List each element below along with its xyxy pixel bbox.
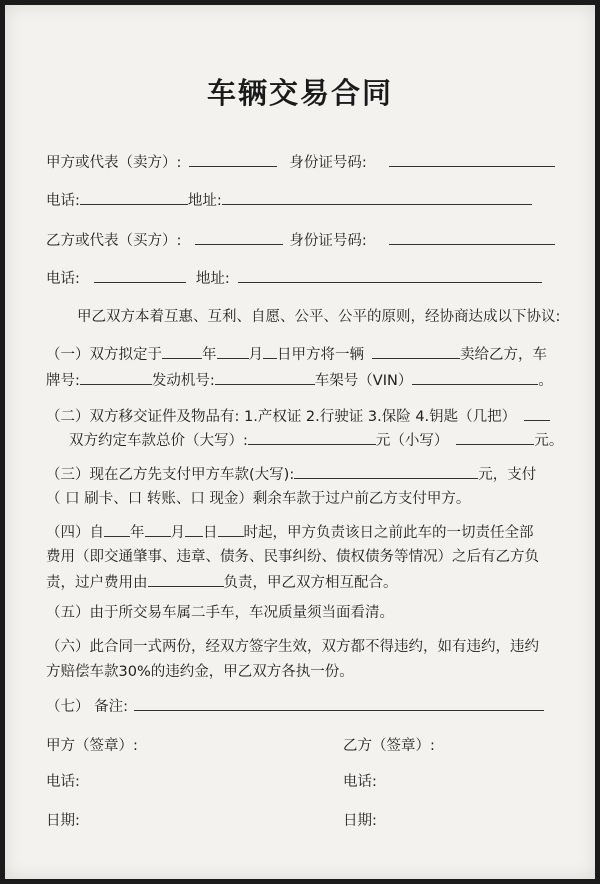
party-b-phone-label: 电话:	[46, 271, 80, 287]
clause-1-month-blank	[217, 343, 249, 359]
party-a-phone-sign-label: 电话:	[46, 774, 80, 790]
party-b-address-blank	[238, 267, 542, 283]
clause-2-line-1	[46, 405, 555, 427]
engine-label: 发动机号:	[151, 373, 215, 389]
party-b-id-label: 身份证号码:	[289, 233, 367, 249]
transfer-fee-blank	[148, 571, 224, 587]
clause-4-year-blank	[104, 521, 130, 537]
party-b-address-label: 地址:	[195, 271, 230, 287]
party-a-address-label: 地址:	[187, 193, 222, 209]
total-yuan-label: 元。	[534, 433, 564, 449]
clause-4-day-blank	[185, 521, 203, 537]
clause-7-row	[46, 695, 555, 717]
page-title: 车辆交易合同	[206, 76, 393, 110]
plate-label: 牌号:	[46, 373, 80, 389]
clause-1-end: 。	[538, 373, 553, 389]
party-b-phone-blank	[94, 267, 186, 283]
clause-1-year-label: 年	[202, 347, 217, 363]
clause-6-line-2: 方赔偿车款30%的违约金，甲乙双方各执一份。	[46, 664, 354, 680]
clause-4-month-label: 月	[170, 525, 185, 541]
engine-blank	[215, 369, 315, 385]
clause-4-line-2: 费用（即交通肇事、违章、债务、民事纠纷、债权债务等情况）之后有乙方负	[46, 549, 539, 565]
vin-blank	[412, 369, 538, 385]
plate-blank	[80, 369, 152, 385]
party-a-date-label: 日期:	[46, 813, 80, 829]
clause-2-line-2	[69, 429, 564, 451]
clause-1-month-label: 月	[248, 347, 263, 363]
clause-1-line-2	[46, 369, 555, 391]
party-b-date-label: 日期:	[343, 813, 377, 829]
party-a-name-blank	[189, 151, 277, 167]
party-a-contact-row	[46, 189, 555, 211]
total-upper-blank	[248, 429, 376, 445]
clause-4-responsibility: 时起，甲方负责该日之前此车的一切责任全部	[243, 525, 534, 541]
clause-4-line-3	[46, 571, 555, 593]
clause-4-day-label: 日	[203, 525, 218, 541]
party-b-signature-label: 乙方（签章）:	[343, 738, 435, 754]
clause-2-text: （二）双方移交证件及物品有: 1.产权证 2.行驶证 3.保险 4.钥匙（几把）	[46, 409, 517, 425]
clause-4-text: （四）自	[46, 525, 104, 541]
clause-3-text: （三）现在乙方先支付甲方车款(大写):	[46, 467, 295, 483]
party-a-label: 甲方或代表（卖方）:	[46, 155, 182, 171]
intro-text: 甲乙双方本着互惠、互利、自愿、公平、公平的原则，经协商达成以下协议:	[77, 309, 561, 325]
clause-4-hour-blank	[218, 521, 244, 537]
clause-6-line-1: （六）此合同一式两份，经双方签字生效，双方都不得违约，如有违约，违约	[46, 639, 539, 655]
clause-3-line-2: （ 口 刷卡、口 转账、口 现金）剩余车款于过户前乙方支付甲方。	[46, 491, 471, 507]
prepay-yuan-label: 元，支付	[478, 467, 537, 483]
clause-1-sell-label: 卖给乙方，车	[460, 347, 547, 363]
party-a-phone-label: 电话:	[46, 193, 80, 209]
clause-3-line-1	[46, 463, 555, 485]
clause-1-text: （一）双方拟定于	[46, 347, 162, 363]
contract-page	[5, 5, 595, 879]
party-a-id-label: 身份证号码:	[289, 155, 367, 171]
clause-5: （五）由于所交易车属二手车，车况质量须当面看清。	[46, 605, 394, 621]
clause-4-month-blank	[145, 521, 171, 537]
party-b-id-blank	[389, 229, 555, 245]
clause-1-year-blank	[162, 343, 202, 359]
prepay-blank	[294, 463, 478, 479]
party-b-name-blank	[195, 229, 283, 245]
party-a-address-blank	[222, 189, 532, 205]
party-b-label: 乙方或代表（买方）:	[46, 233, 182, 249]
total-upper-label: 双方约定车款总价（大写）:	[69, 433, 248, 449]
remarks-blank	[134, 695, 544, 711]
keys-blank	[524, 405, 550, 421]
transfer-fee-label: 责，过户费用由	[46, 575, 148, 591]
party-a-signature-label: 甲方（签章）:	[46, 738, 138, 754]
remarks-label: （七） 备注:	[46, 699, 128, 715]
total-lower-blank	[456, 429, 534, 445]
clause-4-line-1	[46, 521, 555, 543]
total-lower-label: 元（小写）	[375, 433, 449, 449]
party-a-id-blank	[389, 151, 555, 167]
clause-1-day-blank	[263, 343, 277, 359]
party-b-row	[46, 229, 555, 251]
clause-1-vehicle-label: 日甲方将一辆	[277, 347, 364, 363]
party-b-contact-row	[46, 267, 555, 289]
party-a-phone-blank	[80, 189, 188, 205]
party-b-phone-sign-label: 电话:	[343, 774, 377, 790]
clause-1-vehicle-blank	[372, 343, 460, 359]
party-a-row	[46, 151, 555, 173]
clause-4-year-label: 年	[130, 525, 145, 541]
transfer-fee-tail: 负责，甲乙双方相互配合。	[223, 575, 398, 591]
clause-1-line-1	[46, 343, 555, 365]
vin-label: 车架号（VIN）	[314, 373, 413, 389]
